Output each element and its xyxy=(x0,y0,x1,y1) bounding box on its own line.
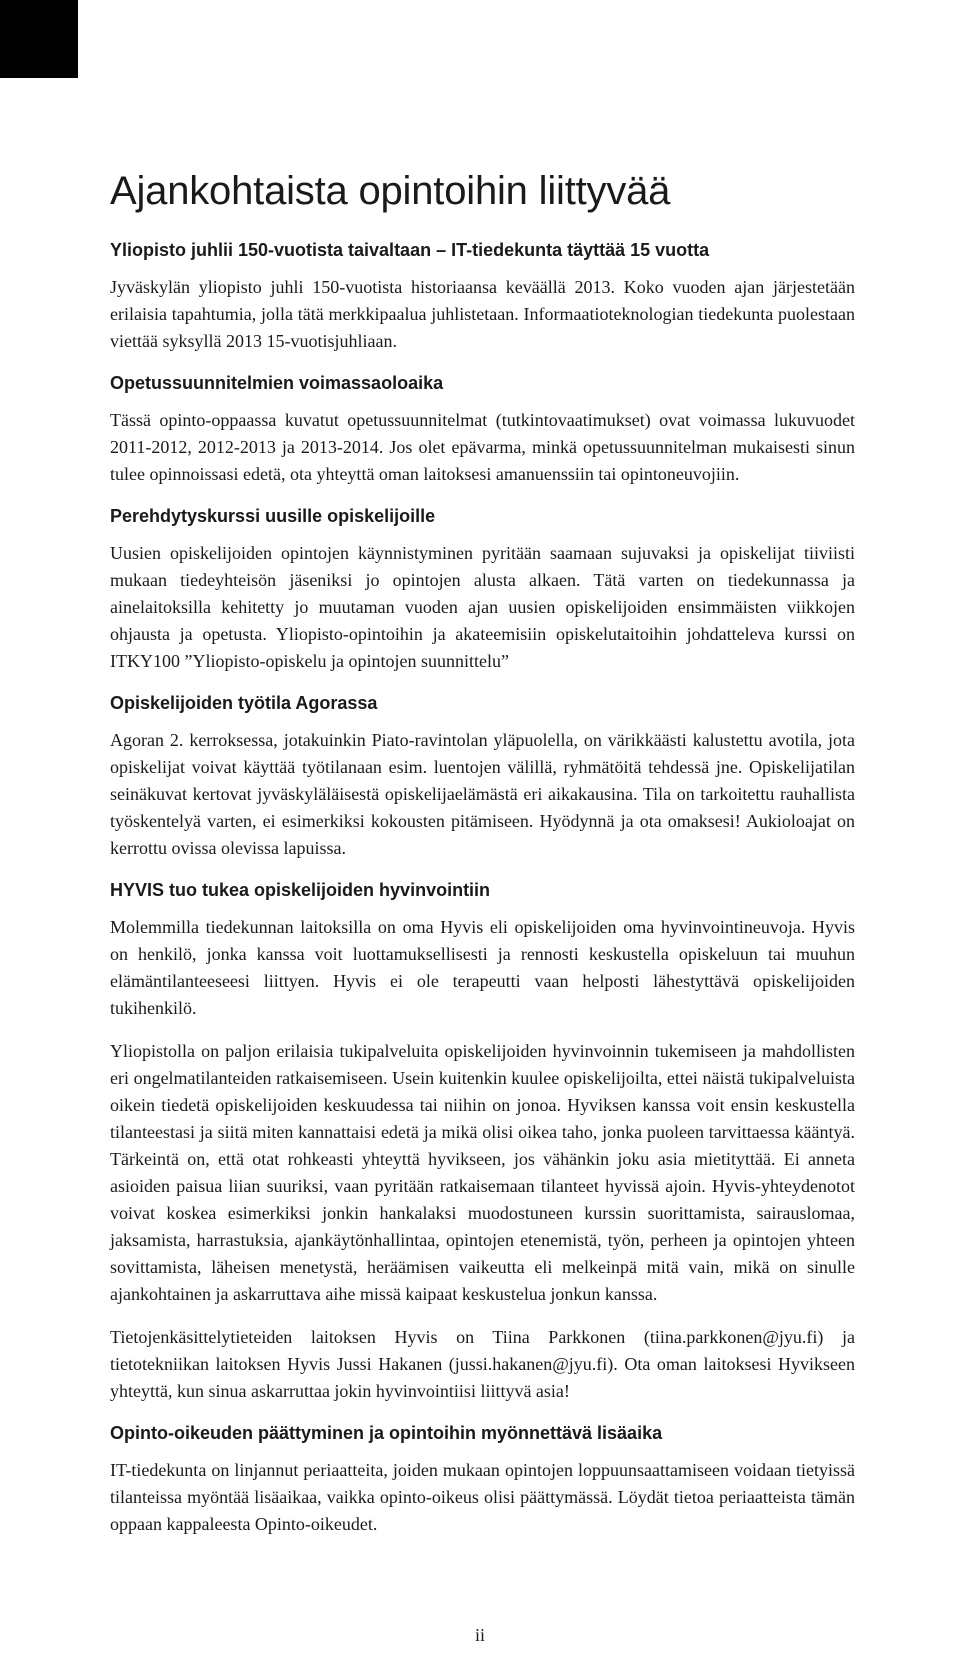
page-title: Ajankohtaista opintoihin liittyvää xyxy=(110,169,671,213)
paragraph: Agoran 2. kerroksessa, jotakuinkin Piato-ravintolan yläpuolella, on värikkäästi kalustettu avotila, jota opiskelijat voivat käyttää työtilanaan esim. luentojen välillä, ryhmätöitä tehdessä jne. Opiskelijatilan seinäkuvat kertovat jyväskyläläisestä opiskelijaelämästä eri aikakausina. Tila on tarkoitettu rauhallista työskentelyä varten, ei esimerkiksi kokousten pitämiseen. Hyödynnä ja ota omaksesi! Aukioloajat on kerrottu ovissa olevissa lapuissa. xyxy=(110,730,855,858)
section-heading-anniversary: Yliopisto juhlii 150-vuotista taivaltaan – IT-tiedekunta täyttää 15 vuotta xyxy=(110,240,710,260)
paragraph: Tietojenkäsittelytieteiden laitoksen Hyvis on Tiina Parkkonen (tiina.parkkonen@jyu.fi) ja tietotekniikan laitoksen Hyvis Jussi Hakanen (jussi.hakanen@jyu.fi). Ota oman laitoksesi Hyvikseen yhteyttä, kun sinua askarruttaa jokin hyvinvointiisi liittyvä asia! xyxy=(110,1327,855,1401)
paragraph: Uusien opiskelijoiden opintojen käynnistyminen pyritään saamaan sujuvaksi ja opiskelijat tiiviisti mukaan tiedeyhteisön jäseniksi jo opintojen alusta alkaen. Tätä varten on tiedekunnassa ja ainelaitoksilla kehitetty jo muutaman vuoden ajan uusien opiskelijoiden ensimmäisten viikkojen ohjausta ja opetusta. Yliopisto-opintoihin ja akateemisiin opiskelutaitoihin johdatteleva kurssi on ITKY100 ”Yliopisto-opiskelu ja opintojen suunnittelu” xyxy=(110,543,855,671)
section-heading-curriculum-validity: Opetussuunnitelmien voimassaoloaika xyxy=(110,373,444,393)
paragraph: Molemmilla tiedekunnan laitoksilla on oma Hyvis eli opiskelijoiden oma hyvinvointineuvoja. Hyvis on henkilö, jonka kanssa voit luottamuksellisesti ja rennosti keskustella opiskeluun tai muuhun elämäntilanteeseesi liittyen. Hyvis ei ole terapeutti vaan helposti lähestyttävä opiskelijoiden tukihenkilö. xyxy=(110,917,855,1018)
paragraph: Jyväskylän yliopisto juhli 150-vuotista historiaansa keväällä 2013. Koko vuoden ajan järjestetään erilaisia tapahtumia, jolla tätä merkkipaalua juhlistetaan. Informaatioteknologian tiedekunta puolestaan viettää syksyllä 2013 15-vuotisjuhliaan. xyxy=(110,277,855,351)
black-corner-block xyxy=(0,0,78,78)
paragraph: Yliopistolla on paljon erilaisia tukipalveluita opiskelijoiden hyvinvoinnin tukemiseen ja mahdollisten eri ongelmatilanteiden ratkaisemiseen. Usein kuitenkin kuulee opiskelijoilta, ettei näistä tukipalveluista oikein tiedetä opiskelijoiden keskuudessa tai niihin on jonoa. Hyviksen kanssa voit ensin keskustella tilanteestasi ja siitä miten kannattaisi edetä ja mikä olisi oikea taho, jonka puoleen tarvittaessa kääntyä. Tärkeintä on, että otat rohkeasti yhteyttä hyvikseen, jos vähänkin joku asia mietityttää. Ei anneta asioiden paisua liian suuriksi, vaan pyritään ratkaisemaan tilanteet hyvissä ajoin. Hyvis-yhteydenotot voivat koskea esimerkiksi jonkin hankalaksi muodostuneen kurssin suorittamista, sairauslomaa, jaksamista, harrastuksia, ajankäytönhallintaa, opintojen etenemistä, työn, perheen ja opintojen yhteen sovittamista, läheisen menetystä, heräämisen vaikeutta eli melkeinpä mitä vain, mikä on sinulle ajankohtainen ja askarruttava aihe missä kaipaat keskustelua jonkun kanssa. xyxy=(110,1041,855,1304)
paragraph: IT-tiedekunta on linjannut periaatteita, joiden mukaan opintojen loppuunsaattamiseen voidaan tietyissä tilanteissa myöntää lisäaikaa, vaikka opinto-oikeus olisi päättymässä. Löydät tietoa periaatteista tämän oppaan kappaleesta Opinto-oikeudet. xyxy=(110,1460,855,1534)
section-heading-study-right-extension: Opinto-oikeuden päättyminen ja opintoihin myönnettävä lisäaika xyxy=(110,1423,663,1443)
document-body xyxy=(110,168,855,1554)
section-heading-orientation-course: Perehdytyskurssi uusille opiskelijoille xyxy=(110,506,436,526)
section-heading-hyvis: HYVIS tuo tukea opiskelijoiden hyvinvointiin xyxy=(110,880,491,900)
section-heading-agora-workspace: Opiskelijoiden työtila Agorassa xyxy=(110,693,378,713)
page-number: ii xyxy=(474,1625,485,1645)
paragraph: Tässä opinto-oppaassa kuvatut opetussuunnitelmat (tutkintovaatimukset) ovat voimassa lukuvuodet 2011-2012, 2012-2013 ja 2013-2014. Jos olet epävarma, minkä opetussuunnitelman mukaisesti sinun tulee opinnoissasi edetä, ota yhteyttä oman laitoksesi amanuenssiin tai opintoneuvojiin. xyxy=(110,410,855,484)
